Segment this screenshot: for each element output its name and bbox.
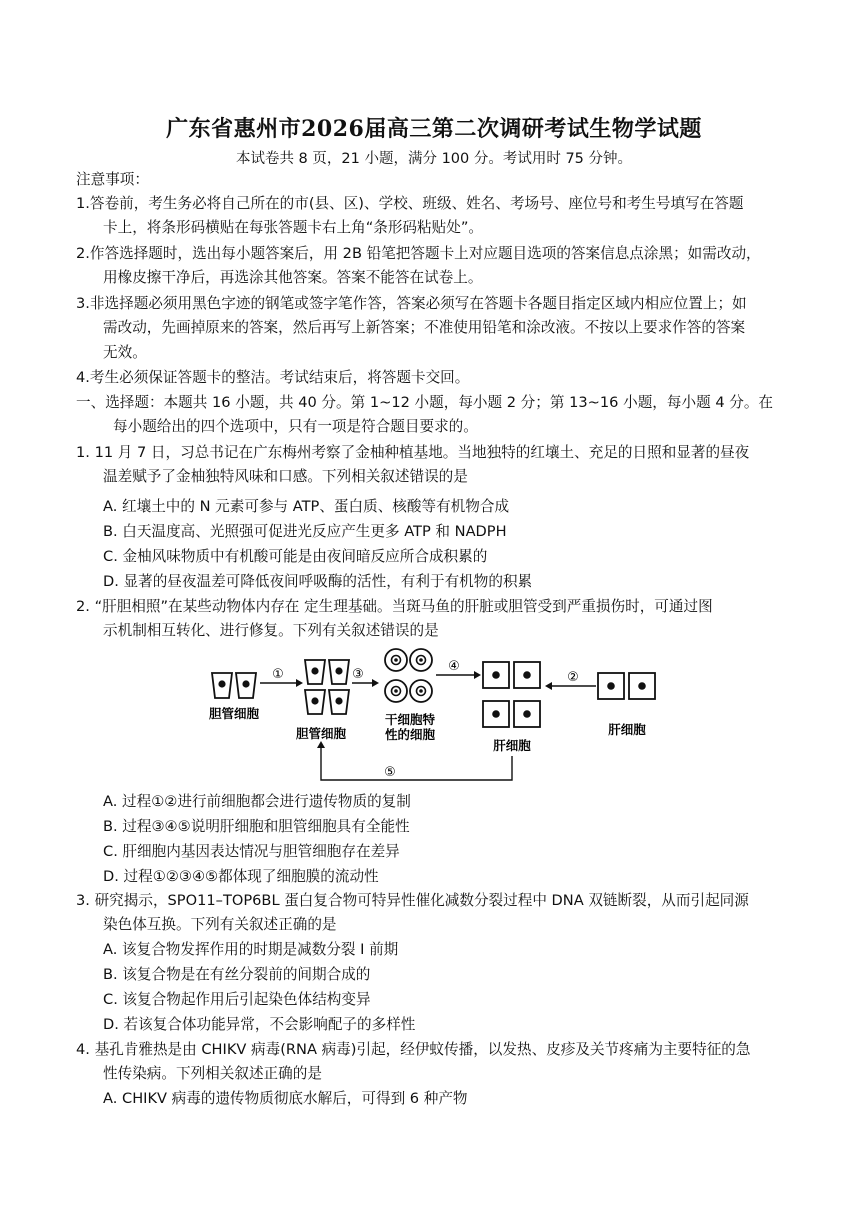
q1-option-b: B. 白天温度高、光照强可促进光反应产生更多 ATP 和 NADPH [103,523,507,540]
q3-stem-cont: 染色体互换。下列有关叙述正确的是 [103,916,337,933]
step-2-label: ② [567,670,579,685]
q2-option-d: D. 过程①②③④⑤都体现了细胞膜的流动性 [103,868,379,885]
q3-option-d: D. 若该复合体功能异常，不会影响配子的多样性 [103,1016,416,1033]
q2-stem: 2. “肝胆相照”在某些动物体内存在 定生理基础。当斑马鱼的肝脏或胆管受到严重损伤时，可通过图 [76,598,713,615]
exam-info: 本试卷共 8 页，21 小题，满分 100 分。考试用时 75 分钟。 [235,151,633,167]
step-4-label: ④ [448,659,460,674]
page-title: 广东省惠州市2026届高三第二次调研考试生物学试题 [166,116,702,142]
q2-option-a: A. 过程①②进行前细胞都会进行遗传物质的复制 [103,793,411,810]
section-heading: 一、选择题：本题共 16 小题，共 40 分。第 1~12 小题，每小题 2 分；第 13~16 小题，每小题 4 分。在 [76,394,774,411]
step-5-label: ⑤ [384,765,396,780]
notice-item-3-cont2: 无效。 [103,344,147,361]
notice-item-4: 4.考生必须保证答题卡的整洁。考试结束后，将答题卡交回。 [76,369,470,386]
step-3-label: ③ [352,667,364,682]
notice-item-1: 1.答卷前，考生务必将自己所在的市(县、区)、学校、班级、姓名、考场号、座位号和考生号填写在答题 [76,195,744,212]
q3-option-a: A. 该复合物发挥作用的时期是减数分裂 I 前期 [103,941,399,958]
q1-option-a: A. 红壤土中的 N 元素可参与 ATP、蛋白质、核酸等有机物合成 [103,498,510,515]
label-bile-left: 胆管细胞 [208,706,260,721]
label-liver-right: 肝细胞 [608,722,646,737]
step-1-label: ① [272,667,284,682]
q1-option-c: C. 金柚风味物质中有机酸可能是由夜间暗反应所合成积累的 [103,548,488,565]
bile-duct-cells-left [212,673,256,698]
bile-duct-cells-mid [305,660,349,714]
q2-option-b: B. 过程③④⑤说明肝细胞和胆管细胞具有全能性 [103,818,410,835]
cell-transformation-diagram [200,646,670,788]
notice-item-3-cont: 需改动，先画掉原来的答案，然后再写上新答案；不准使用铅笔和涂改液。不按以上要求作答的答案 [103,319,746,336]
stem-like-cells [385,649,432,702]
q2-option-c: C. 肝细胞内基因表达情况与胆管细胞存在差异 [103,843,400,860]
q3-stem: 3. 研究揭示，SPO11–TOP6BL 蛋白复合物可特异性催化减数分裂过程中 DNA 双链断裂，从而引起同源 [76,892,749,909]
section-heading-cont: 每小题给出的四个选项中，只有一项是符合题目要求的。 [113,418,478,435]
label-stem-line1: 干细胞特 [384,712,436,727]
label-bile-mid: 胆管细胞 [295,726,347,741]
label-liver-mid: 肝细胞 [493,738,531,753]
q4-option-a: A. CHIKV 病毒的遗传物质彻底水解后，可得到 6 种产物 [103,1090,468,1107]
q4-stem-cont: 性传染病。下列相关叙述正确的是 [103,1065,322,1082]
notice-item-1-cont: 卡上，将条形码横贴在每张答题卡右上角“条形码粘贴处”。 [103,219,483,236]
q1-stem-cont: 温差赋予了金柚独特风味和口感。下列相关叙述错误的是 [103,468,468,485]
q4-stem: 4. 基孔肯雅热是由 CHIKV 病毒(RNA 病毒)引起，经伊蚊传播，以发热、皮疹及关节疼痛为主要特征的急 [76,1041,751,1058]
notice-item-2-cont: 用橡皮擦干净后，再选涂其他答案。答案不能答在试卷上。 [103,269,483,286]
notice-item-3: 3.非选择题必须用黑色字迹的钢笔或签字笔作答，答案必须写在答题卡各题目指定区域内相应位置上；如 [76,295,747,312]
notice-heading: 注意事项： [76,171,149,188]
q2-stem-cont: 示机制相互转化、进行修复。下列有关叙述错误的是 [103,622,439,639]
hepatocytes-right [598,673,655,699]
q1-stem: 1. 11 月 7 日，习总书记在广东梅州考察了金柚种植基地。当地独特的红壤土、充足的日照和显著的昼夜 [76,444,750,461]
notice-item-2: 2.作答选择题时，选出每小题答案后，用 2B 铅笔把答题卡上对应题目选项的答案信息点涂黑；如需改动， [76,245,761,262]
q3-option-c: C. 该复合物起作用后引起染色体结构变异 [103,991,371,1008]
q1-option-d: D. 显著的昼夜温差可降低夜间呼吸酶的活性，有利于有机物的积累 [103,573,533,590]
q3-option-b: B. 该复合物是在有丝分裂前的间期合成的 [103,966,371,983]
label-stem-line2: 性的细胞 [384,727,436,742]
hepatocytes-mid [483,662,540,727]
